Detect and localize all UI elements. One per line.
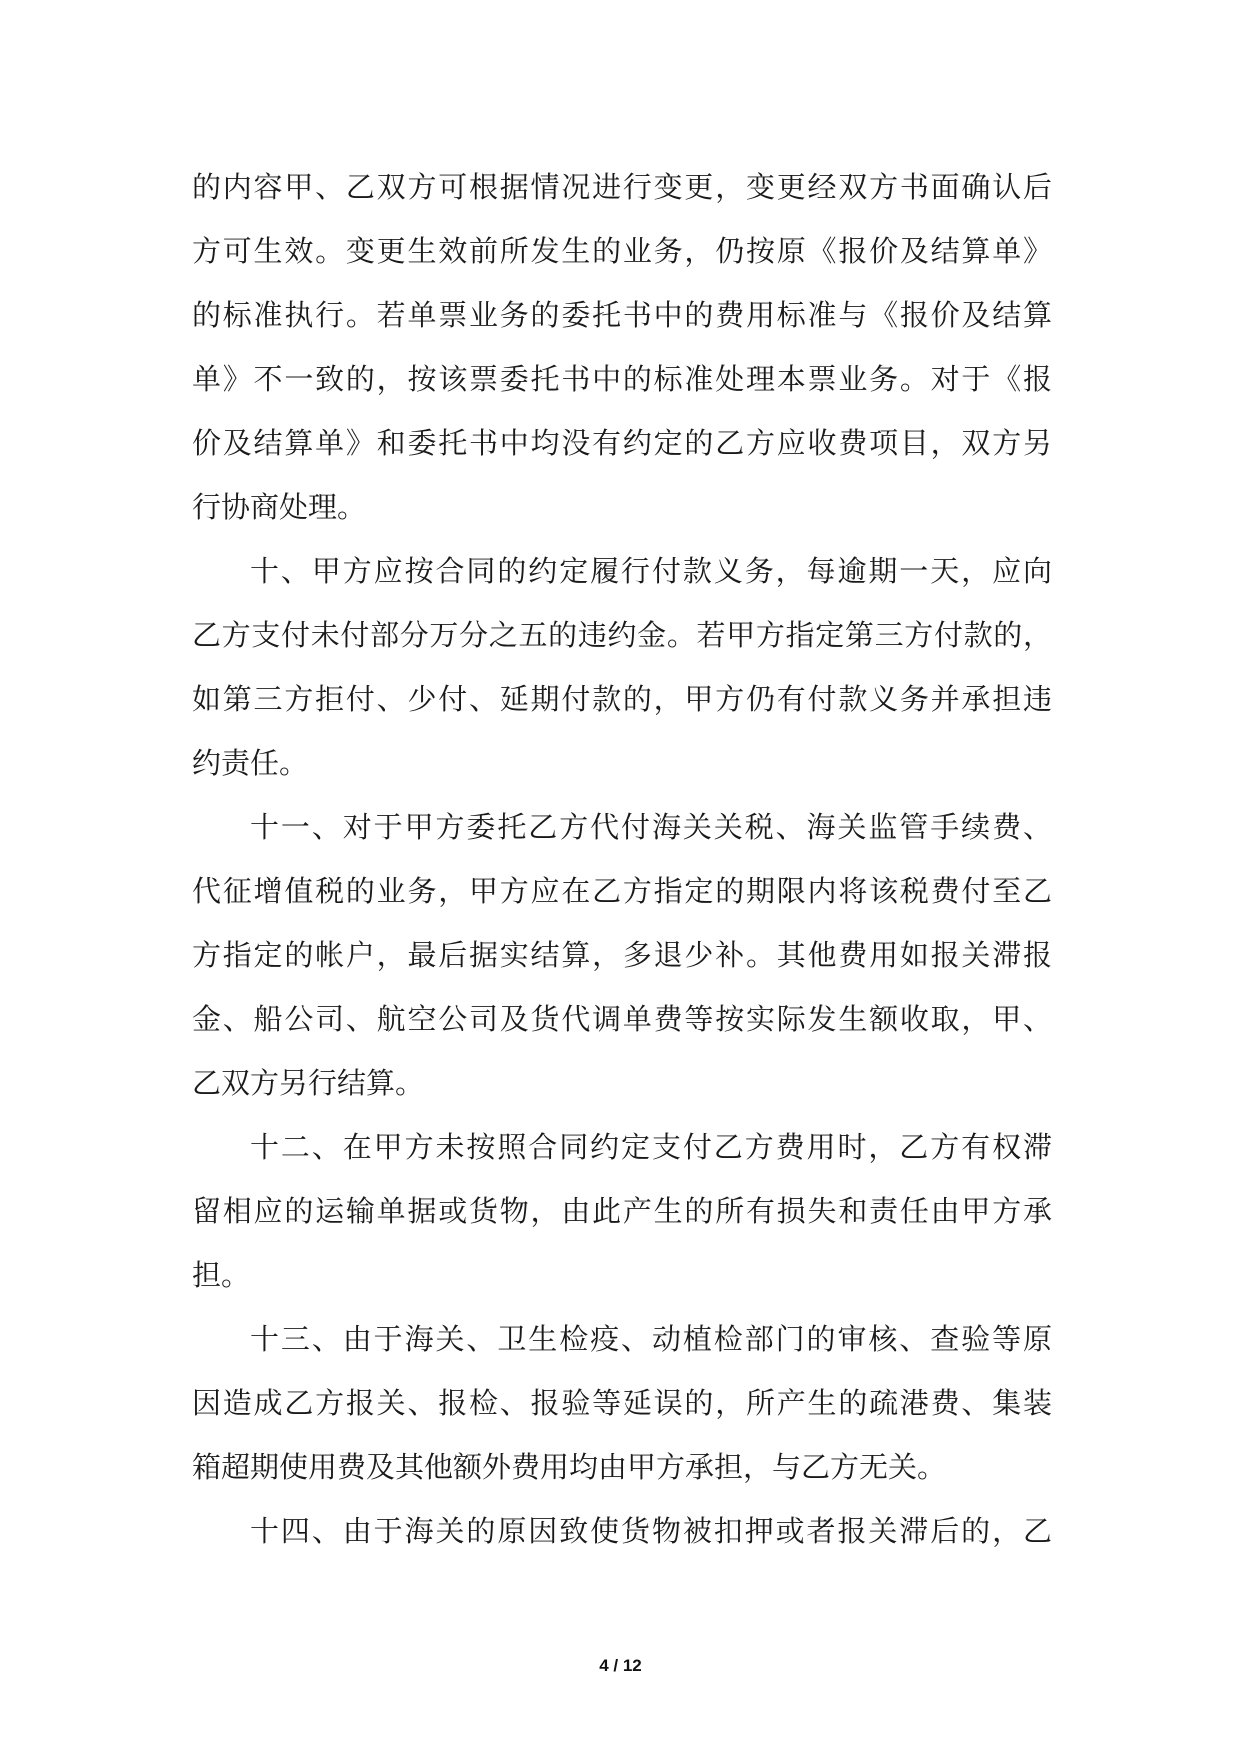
text-line: 方指定的帐户，最后据实结算，多退少补。其他费用如报关滞报 (192, 938, 1052, 972)
contract-body-text (192, 155, 1052, 1563)
clause-14-heading-line: 十四、由于海关的原因致使货物被扣押或者报关滞后的，乙 (250, 1514, 1052, 1548)
clause-13-heading-line: 十三、由于海关、卫生检疫、动植检部门的审核、查验等原 (250, 1322, 1052, 1356)
text-line: 箱超期使用费及其他额外费用均由甲方承担，与乙方无关。 (192, 1450, 947, 1484)
clause-12-heading-line: 十二、在甲方未按照合同约定支付乙方费用时，乙方有权滞 (250, 1130, 1052, 1164)
text-line: 因造成乙方报关、报检、报验等延误的，所产生的疏港费、集装 (192, 1386, 1052, 1420)
text-line: 价及结算单》和委托书中均没有约定的乙方应收费项目，双方另 (192, 426, 1052, 460)
text-line: 如第三方拒付、少付、延期付款的，甲方仍有付款义务并承担违 (192, 682, 1052, 716)
text-line: 单》不一致的，按该票委托书中的标准处理本票业务。对于《报 (192, 362, 1052, 396)
text-line: 方可生效。变更生效前所发生的业务，仍按原《报价及结算单》 (192, 234, 1052, 268)
text-line: 乙方支付未付部分万分之五的违约金。若甲方指定第三方付款的， (192, 618, 1052, 652)
clause-10-heading-line: 十、甲方应按合同的约定履行付款义务，每逾期一天，应向 (250, 554, 1052, 588)
clause-11-heading-line: 十一、对于甲方委托乙方代付海关关税、海关监管手续费、 (250, 810, 1052, 844)
text-line: 代征增值税的业务，甲方应在乙方指定的期限内将该税费付至乙 (192, 874, 1052, 908)
text-line: 乙双方另行结算。 (192, 1066, 425, 1100)
text-line: 行协商处理。 (192, 490, 367, 524)
text-line: 担。 (192, 1258, 251, 1292)
text-line: 的标准执行。若单票业务的委托书中的费用标准与《报价及结算 (192, 298, 1052, 332)
text-line: 金、船公司、航空公司及货代调单费等按实际发生额收取，甲、 (192, 1002, 1052, 1036)
text-line: 留相应的运输单据或货物，由此产生的所有损失和责任由甲方承 (192, 1194, 1052, 1228)
text-line: 约责任。 (192, 746, 309, 780)
page-number: 4 / 12 (599, 1656, 642, 1675)
text-line: 的内容甲、乙双方可根据情况进行变更，变更经双方书面确认后 (192, 170, 1052, 204)
